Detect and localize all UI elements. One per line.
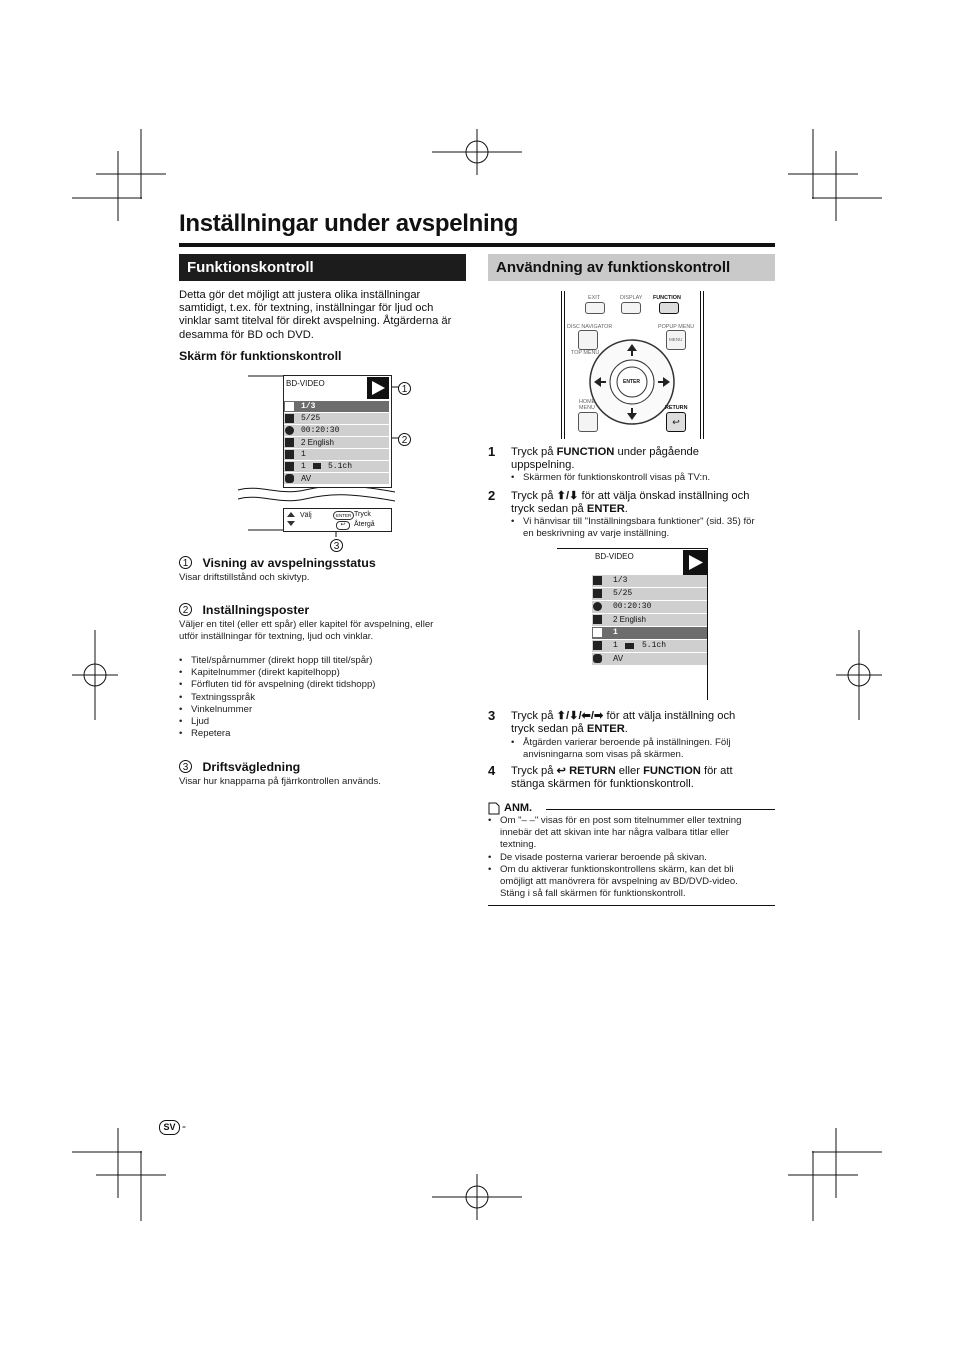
list-item: • Förfluten tid för avspelning (direkt tidshopp)	[179, 679, 464, 691]
step-text: för att	[700, 765, 733, 777]
page-title: Inställningar under avspelning	[179, 210, 519, 237]
step-text: Tryck på	[511, 490, 557, 502]
display-label: DISPLAY	[620, 295, 643, 301]
note-list	[488, 815, 775, 900]
step-text: Tryck på	[511, 446, 557, 458]
step-number: 2	[488, 488, 496, 503]
home-label: HOME	[579, 399, 596, 405]
disc-type-label: BD-VIDEO	[286, 379, 325, 388]
callout-number: 3	[330, 539, 343, 552]
list-item: • Skärmen för funktionskontroll visas på TV:n.	[511, 472, 776, 484]
up-down-arrow-icon: ⬆/⬇	[556, 490, 579, 502]
note-line: Om "– –" visas för en post som titelnummer eller textning	[500, 815, 742, 826]
screen-heading: Skärm för funktionskontroll	[179, 349, 342, 363]
item1-text: Visar driftstillstånd och skivtyp.	[179, 572, 310, 583]
bullet-line: anvisningarna som visas på skärmen.	[523, 749, 684, 761]
step-text: .	[624, 723, 628, 736]
osd-row-value: 1	[301, 450, 306, 459]
enter-badge-icon: ENTER	[333, 511, 354, 520]
function-label: FUNCTION	[653, 295, 681, 301]
popup-menu-label: POPUP MENU	[658, 324, 695, 330]
osd-row-value: 1/3	[613, 576, 628, 585]
list-item	[488, 864, 775, 901]
step-text: Tryck på	[511, 710, 557, 722]
step-text: uppspelning.	[511, 459, 575, 472]
osd-row-value: 5/25	[301, 414, 321, 423]
item-number: 2	[179, 603, 192, 616]
note-line: textning.	[500, 839, 537, 851]
return-button[interactable]: ↩	[666, 412, 686, 432]
step-text: under pågående	[614, 446, 699, 458]
item-title: Inställningsposter	[202, 603, 310, 617]
osd-row-value: 1/3	[301, 402, 316, 411]
exit-label: EXIT	[588, 295, 600, 301]
item2-text-line: utför inställningar för textning, ljud och vinklar.	[179, 631, 374, 643]
list-item: • Repetera	[179, 728, 464, 740]
step-text: stänga skärmen för funktionskontroll.	[511, 778, 694, 791]
note-icon	[488, 802, 500, 814]
function-key-label: FUNCTION	[643, 765, 701, 777]
list-item: • Textningsspråk	[179, 692, 464, 704]
enter-key-label: ENTER	[586, 503, 625, 516]
return-key-label: RETURN	[569, 765, 616, 777]
intro-line: samtidigt, t.ex. för textning, inställningar för ljud och	[179, 302, 434, 315]
item-title: Visning av avspelningsstatus	[202, 556, 376, 570]
osd-row-value: 2 English	[613, 615, 646, 624]
language-badge: SV	[159, 1120, 180, 1135]
disc-type-label: BD-VIDEO	[595, 552, 634, 561]
four-way-arrow-icon: ⬆/⬇/⬅/➡	[556, 710, 604, 722]
step-text: eller	[615, 765, 644, 777]
section-title-anvandning: Användning av funktionskontroll	[488, 254, 775, 281]
item3-text: Visar hur knapparna på fjärrkontrollen används.	[179, 776, 381, 787]
list-item: • Vinkelnummer	[179, 704, 464, 716]
bullet-line: Åtgärden varierar beroende på inställningen. Följ	[523, 737, 731, 748]
enter-key-label: ENTER	[586, 723, 625, 736]
callout-number: 2	[398, 433, 411, 446]
return-label: RETURN	[665, 405, 688, 411]
note-line: De visade posterna varierar beroende på skivan.	[500, 851, 707, 863]
guide-return-label: Återgå	[354, 521, 375, 528]
note-line: innebär det att skivan inte har några valbara titlar eller	[500, 827, 729, 839]
step-text: tryck sedan på	[511, 503, 587, 516]
intro-line: desamma för BD och DVD.	[179, 328, 314, 341]
osd-row-value: 00:20:30	[613, 602, 652, 611]
osd-row-value: 1	[301, 462, 306, 471]
step-text: för att välja inställning och	[603, 710, 736, 722]
intro-line: Detta gör det möjligt att justera olika inställningar	[179, 289, 421, 301]
osd-row-value: 5/25	[613, 589, 633, 598]
step-text: tryck sedan på	[511, 723, 587, 736]
osd-row-value: AV	[613, 654, 624, 663]
step-text: Tryck på	[511, 765, 557, 777]
item-number: 3	[179, 760, 192, 773]
list-item	[488, 852, 775, 864]
list-item: • Ljud	[179, 716, 464, 728]
page-dash: -	[182, 1119, 186, 1133]
osd-row-value: 00:20:30	[301, 426, 340, 435]
home-menu-label: MENU	[579, 405, 595, 411]
callout-number: 1	[398, 382, 411, 395]
guide-press-label: Tryck	[354, 511, 371, 518]
bullet-line: en beskrivning av varje inställning.	[523, 528, 670, 540]
item-title: Driftsvägledning	[202, 760, 301, 774]
section-title-funktionskontroll: Funktionskontroll	[179, 254, 466, 281]
osd-audio-format: 5.1ch	[642, 641, 667, 650]
return-arrow-icon: ↩	[556, 765, 566, 777]
step-text: för att välja önskad inställning och	[578, 490, 750, 502]
disc-navigator-label: DISC NAVIGATOR	[567, 324, 613, 330]
top-menu-label: TOP MENU	[571, 350, 600, 356]
step-number: 3	[488, 708, 496, 723]
guide-select-label: Välj	[300, 512, 312, 519]
note-line: Om du aktiverar funktionskontrollens skärm, kan det bli	[500, 863, 734, 875]
step-number: 1	[488, 444, 496, 459]
enter-label: ENTER	[623, 379, 640, 385]
intro-line: vinklar samt titelval för direkt avspelning. Åtgärderna är	[179, 315, 452, 328]
return-badge-icon: ↩	[336, 521, 350, 530]
bullet-line: Vi hänvisar till "Inställningsbara funktioner" (sid. 35) för	[523, 516, 755, 527]
osd-audio-format: 5.1ch	[328, 462, 353, 471]
function-key-label: FUNCTION	[556, 446, 615, 458]
osd-row-value: 1	[613, 641, 618, 650]
list-item: • Kapitelnummer (direkt kapitelhopp)	[179, 667, 464, 679]
osd-row-value: AV	[301, 474, 312, 483]
note-line: Stäng i så fall skärmen för funktionskontroll.	[500, 888, 686, 900]
step-number: 4	[488, 763, 496, 778]
menu-label: MENU	[669, 337, 683, 342]
list-item	[488, 815, 775, 852]
osd-row-value: 2 English	[301, 438, 334, 447]
step-text: .	[624, 503, 628, 516]
list-item: • Titel/spårnummer (direkt hopp till titel/spår)	[179, 655, 464, 667]
item2-text-line: Väljer en titel (eller ett spår) eller kapitel för avspelning, eller	[179, 619, 434, 630]
osd-row-value: 1	[613, 628, 618, 637]
note-line: omöjligt att manövrera för avspelning av BD/DVD-video.	[500, 876, 738, 888]
note-title: ANM.	[504, 802, 533, 814]
item-number: 1	[179, 556, 192, 569]
